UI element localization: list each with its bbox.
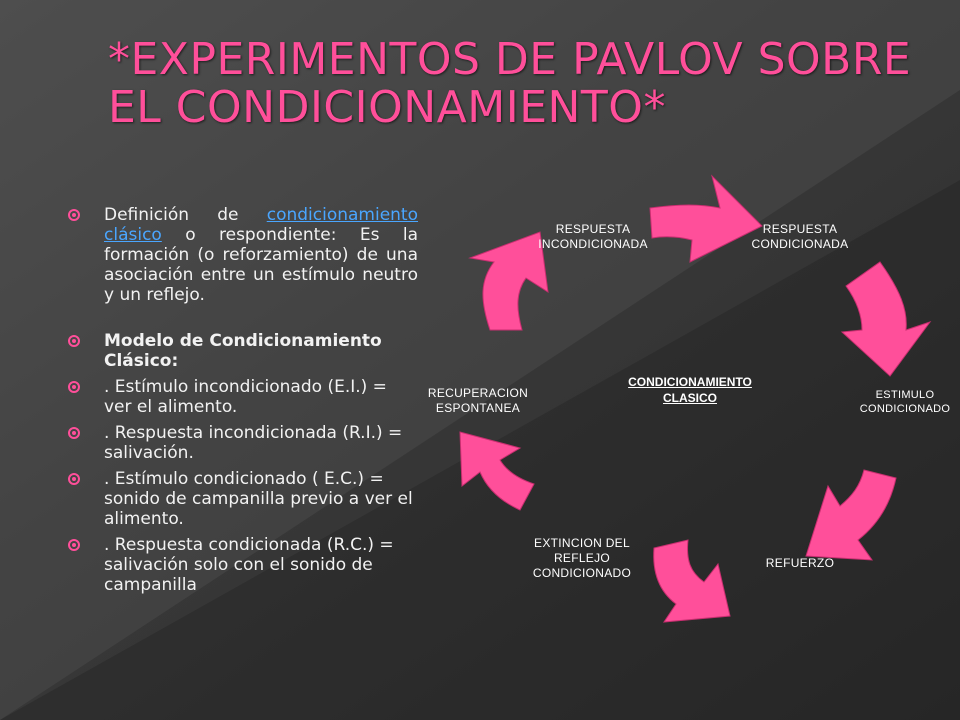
list-item-text: . Estímulo condicionado ( E.C.) = sonido de campanilla previo a ver el alimento. [104, 469, 413, 529]
cycle-center-label: CONDICIONAMIENTO CLASICO [628, 375, 752, 405]
cycle-node-estimulo-condicionado: ESTIMULO CONDICIONADO [859, 389, 951, 415]
arrow-icon [842, 262, 930, 376]
definition-link[interactable]: condicionamiento clásico [104, 205, 419, 245]
arrow-icon [654, 540, 730, 622]
definition-prefix: Definición de [104, 205, 239, 225]
slide-title: *EXPERIMENTOS DE PAVLOV SOBRE EL CONDICIONAMIENTO* [108, 34, 912, 133]
cycle-node-recuperacion: RECUPERACION ESPONTANEA [427, 386, 529, 415]
cycle-node-respuesta-condicionada: RESPUESTA CONDICIONADA [751, 222, 849, 251]
definition-suffix: o respondiente: Es la formación (o reforzamiento) de una asociación entre un estímulo neutro y un reflejo. [104, 225, 418, 305]
cycle-node-respuesta-incondicionada: RESPUESTA INCONDICIONADA [538, 222, 648, 251]
list-item-text: . Respuesta condicionada (R.C.) = salivación solo con el sonido de campanilla [104, 535, 394, 595]
arrow-icon [806, 470, 896, 560]
list-item-text: . Estímulo incondicionado (E.I.) = ver el alimento. [104, 377, 387, 417]
arrow-icon [460, 432, 534, 510]
list-item-text: . Respuesta incondicionada (R.I.) = salivación. [104, 423, 403, 463]
cycle-node-extincion: EXTINCION DEL REFLEJO CONDICIONADO [532, 536, 632, 580]
cycle-node-refuerzo: REFUERZO [765, 556, 835, 570]
model-heading: Modelo de Condicionamiento Clásico: [104, 331, 382, 371]
